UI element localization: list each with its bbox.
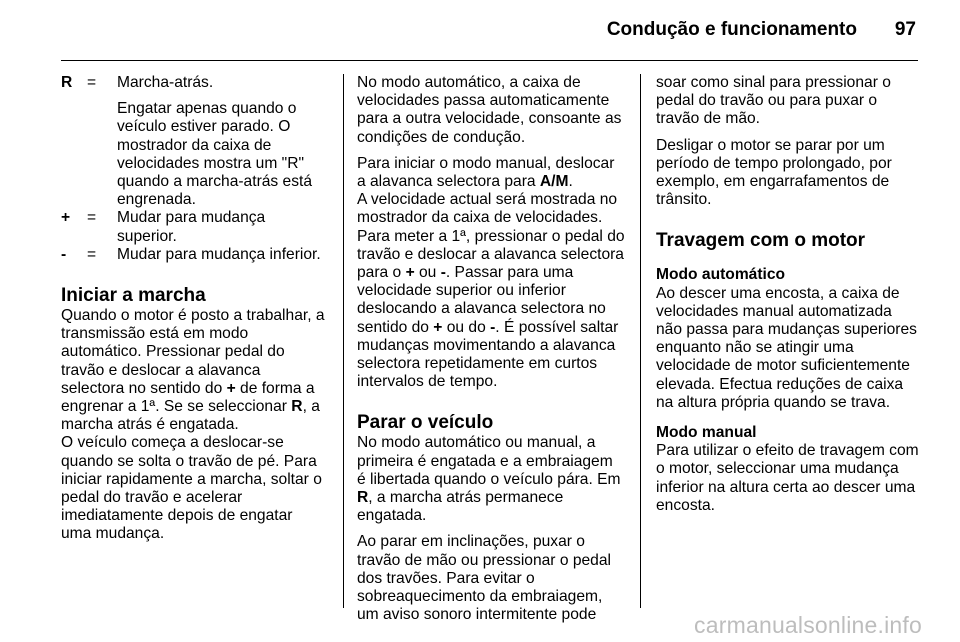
section-heading-brake: Travagem com o motor <box>656 230 866 252</box>
page-number: 97 <box>894 19 916 40</box>
column-2 <box>357 74 625 624</box>
column-divider-2 <box>640 74 641 608</box>
legend-key-r: R <box>61 74 73 91</box>
subheading-auto: Modo automático <box>656 266 786 284</box>
paragraph: O veículo começa a deslocar-se quando se solta o travão de pé. Para iniciar rapidamente a marcha, soltar o pedal do travão e acelerar imediatamente depois de engatar uma mudança. <box>61 434 322 543</box>
legend-row-minus <box>61 246 325 264</box>
legend-row-reverse <box>61 74 325 92</box>
paragraph: Para iniciar o modo manual, deslocar a alavanca selectora para A/M. <box>357 154 615 191</box>
column-3 <box>656 74 922 515</box>
paragraph: soar como sinal para pressionar o pedal do travão ou para puxar o travão de mão. <box>656 74 891 128</box>
section-heading-start: Iniciar a marcha <box>61 285 206 307</box>
subheading-manual: Modo manual <box>656 424 757 442</box>
legend-equals: = <box>87 209 97 227</box>
legend-text-plus: Mudar para mudança superior. <box>117 209 266 245</box>
paragraph: A velocidade actual será mostrada no mostrador da caixa de velocidades. <box>357 191 618 227</box>
legend-equals: = <box>87 74 97 91</box>
paragraph: Quando o motor é posto a trabalhar, a transmissão está em modo automático. Pressionar pedal do travão e deslocar a alavanca selectora no sentido do + de forma a engrenar a 1ª. Se se seleccionar R, a marcha atrás é engatada. <box>61 307 325 434</box>
legend-key-minus: - <box>61 245 67 263</box>
paragraph: Para meter a 1ª, pressionar o pedal do travão e deslocar a alavanca selectora para o + ou -. Passar para uma velocidade superior ou inferior deslocando a alavanca selectora no sentido do + ou do -. É possível saltar mudanças movimentando a alavanca selectora repetidamente em curtos intervalos de tempo. <box>357 227 625 391</box>
legend-text-minus: Mudar para mudança inferior. <box>117 245 321 263</box>
watermark: carmanualsonline.info <box>694 612 922 638</box>
paragraph: Ao parar em inclinações, puxar o travão de mão ou pressionar o pedal dos travões. Para evitar o sobreaquecimento da embraiagem, um aviso sonoro intermitente pode <box>357 533 611 624</box>
legend-reverse-note: Engatar apenas quando o veículo estiver parado. O mostrador da caixa de velocidades mostra um "R" quando a marcha-atrás está engrenada. <box>117 100 313 209</box>
paragraph: No modo automático ou manual, a primeira é engatada e a embraiagem é libertada quando o veículo pára. Em R, a marcha atrás permanece engatada. <box>357 434 621 525</box>
legend-text-reverse: Marcha-atrás. <box>117 74 214 91</box>
column-divider-1 <box>343 74 344 608</box>
header-divider <box>61 60 918 61</box>
paragraph: Desligar o motor se parar por um período de tempo prolongado, por exemplo, em engarrafamentos de trânsito. <box>656 136 892 209</box>
section-heading-stop: Parar o veículo <box>357 412 494 434</box>
paragraph: No modo automático, a caixa de velocidades passa automaticamente para a outra velocidade, consoante as condições de condução. <box>357 74 622 146</box>
paragraph: Para utilizar o efeito de travagem com o motor, seleccionar uma mudança inferior na altura certa ao descer uma encosta. <box>656 442 919 514</box>
column-1 <box>61 74 325 544</box>
paragraph: Ao descer uma encosta, a caixa de velocidades manual automatizada não passa para mudanças superiores enquanto não se atingir uma velocidade de motor suficientemente elevada. Efectua reduções de caixa na altura própria quando se trava. <box>656 284 917 411</box>
legend-key-plus: + <box>61 209 71 227</box>
legend-row-plus <box>61 209 325 245</box>
page-header-title: Condução e funcionamento <box>606 19 857 40</box>
legend-equals: = <box>87 245 97 263</box>
